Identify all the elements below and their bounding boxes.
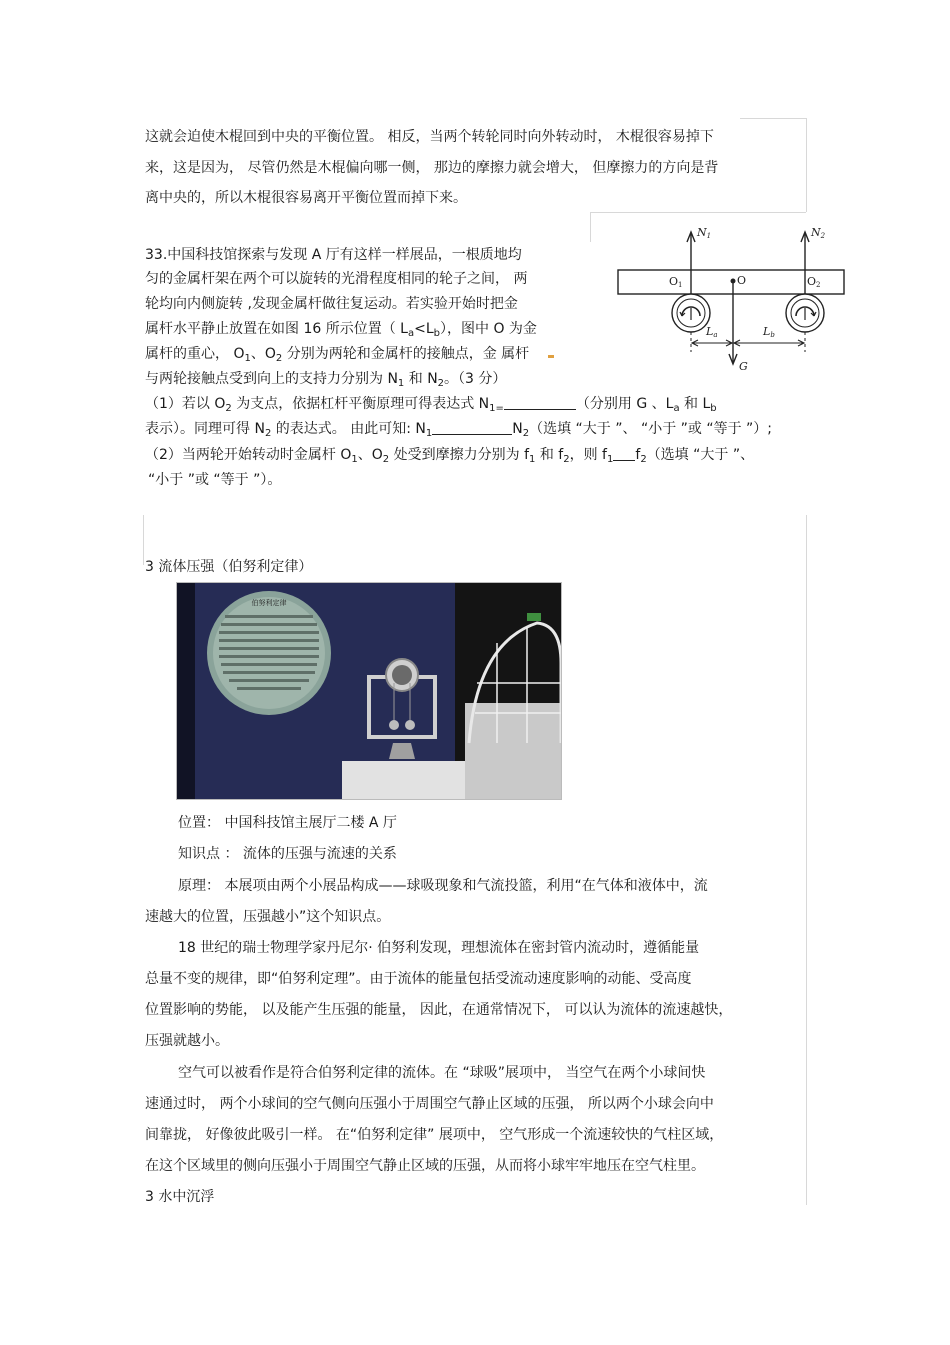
section-heading: 3 流体压强（伯努利定律） [145, 559, 313, 575]
frame-line-left-mid [143, 515, 144, 565]
svg-text:O1: O1 [669, 275, 683, 289]
question-line: 轮均向内侧旋转 ,发现金属杆做往复运动。若实验开始时把金 [145, 296, 518, 312]
paragraph-line: 在这个区域里的侧向压强小于周围空气静止区域的压强，从而将小球牢牢地压在空气柱里。 [145, 1158, 705, 1174]
svg-text:La: La [706, 325, 718, 339]
paragraph-line: 离中央的，所以木棍很容易离开平衡位置而掉下来。 [145, 190, 467, 206]
location-line: 位置： 中国科技馆主展厅二楼 A 厅 [178, 815, 397, 831]
paragraph-line: 压强就越小。 [145, 1033, 229, 1049]
question-line: 属杆的重心， $O_1$、$O_2$ 分别为两轮和金属杆的接触点，金 属杆 [145, 346, 530, 364]
paragraph-line: 位置影响的势能， 以及能产生压强的能量， 因此，在通常情况下， 可以认为流体的流速越快， [145, 1002, 733, 1018]
paragraph-line: 间靠拢， 好像彼此吸引一样。 在“伯努利定律” 展项中， 空气形成一个流速较快的气柱区域， [145, 1127, 724, 1143]
frame-line-top [740, 118, 806, 119]
svg-text:G: G [739, 360, 748, 373]
section-heading: 3 水中沉浮 [145, 1189, 215, 1205]
paragraph-line: 这就会迫使木棍回到中央的平衡位置。 相反，当两个转轮同时向外转动时， 木棍很容易掉下 [145, 129, 714, 145]
principle-line: 速越大的位置，压强越小”这个知识点。 [145, 909, 391, 925]
paragraph-line: 速通过时， 两个小球间的空气侧向压强小于周围空气静止区域的压强， 所以两个小球会向中 [145, 1096, 714, 1112]
answer-blank[interactable] [613, 448, 635, 461]
answer-blank[interactable] [432, 422, 512, 435]
question-line: 匀的金属杆架在两个可以旋转的光滑程度相同的轮子之间， 两 [145, 271, 528, 287]
svg-text:Lb: Lb [763, 325, 775, 339]
paragraph-line: 空气可以被看作是符合伯努利定律的流体。在 “球吸”展项中， 当空气在两个小球间快 [178, 1065, 706, 1081]
svg-text:O2: O2 [807, 275, 821, 289]
answer-blank[interactable] [504, 397, 576, 410]
paragraph-line: 总量不变的规律，即“伯努利定理”。由于流体的能量包括受流动速度影响的动能、受高度 [145, 971, 692, 987]
question-line: 表示）。同理可得 $N_2$ 的表达式。 由此可知: $N_1$ $N_2$（选填 “大于 ”、 “小于 ”或 “等于 ”）; [145, 421, 773, 439]
question-line: （1）若以 $O_2$ 为支点，依据杠杆平衡原理可得表达式 $N_{1=}$ （分别用 G 、$L_a$ 和 $L_b$ [145, 396, 717, 414]
paragraph-line: 来，这是因为， 尽管仍然是木棍偏向哪一侧， 那边的摩擦力就会增大， 但摩擦力的方向是背 [145, 160, 719, 176]
question-line: 属杆水平静止放置在如图 16 所示位置（ $L_a<L_b$），图中 O 为金 [145, 321, 537, 339]
frame-line-diagram-left [590, 212, 591, 242]
exhibit-photo [176, 582, 562, 800]
question-line: （2）当两轮开始转动时金属杆 $O_1$、$O_2$ 处受到摩擦力分别为 $f_1$ 和 $f_2$，则 $f_1$ $f_2$（选填 “大于 ”、 [145, 447, 755, 465]
question-line: 33.中国科技馆探索与发现 A 厅有这样一样展品，一根质地均 [145, 247, 522, 263]
wheel-right [786, 294, 824, 332]
knowledge-line: 知识点 ： 流体的压强与流速的关系 [178, 846, 397, 862]
lever-diagram [592, 212, 858, 382]
wheel-left [672, 294, 710, 332]
svg-text:N1: N1 [697, 226, 712, 240]
svg-text:N2: N2 [811, 226, 826, 240]
svg-text:O: O [737, 274, 747, 287]
question-line: 与两轮接触点受到向上的支持力分别为 $N_1$ 和 $N_2$。（3 分） [145, 371, 507, 389]
frame-line-right-top [806, 118, 807, 212]
svg-text:伯努利定律: 伯努利定律 [251, 599, 287, 607]
paragraph-line: 18 世纪的瑞士物理学家丹尼尔· 伯努利发现，理想流体在密封管内流动时，遵循能量 [178, 940, 700, 956]
principle-line: 原理： 本展项由两个小展品构成——球吸现象和气流投篮，利用“在气体和液体中，流 [178, 878, 708, 894]
frame-line-right-lower [806, 515, 807, 1205]
orange-mark [548, 355, 554, 358]
question-line: “小于 ”或 “等于 ”）。 [148, 472, 282, 488]
